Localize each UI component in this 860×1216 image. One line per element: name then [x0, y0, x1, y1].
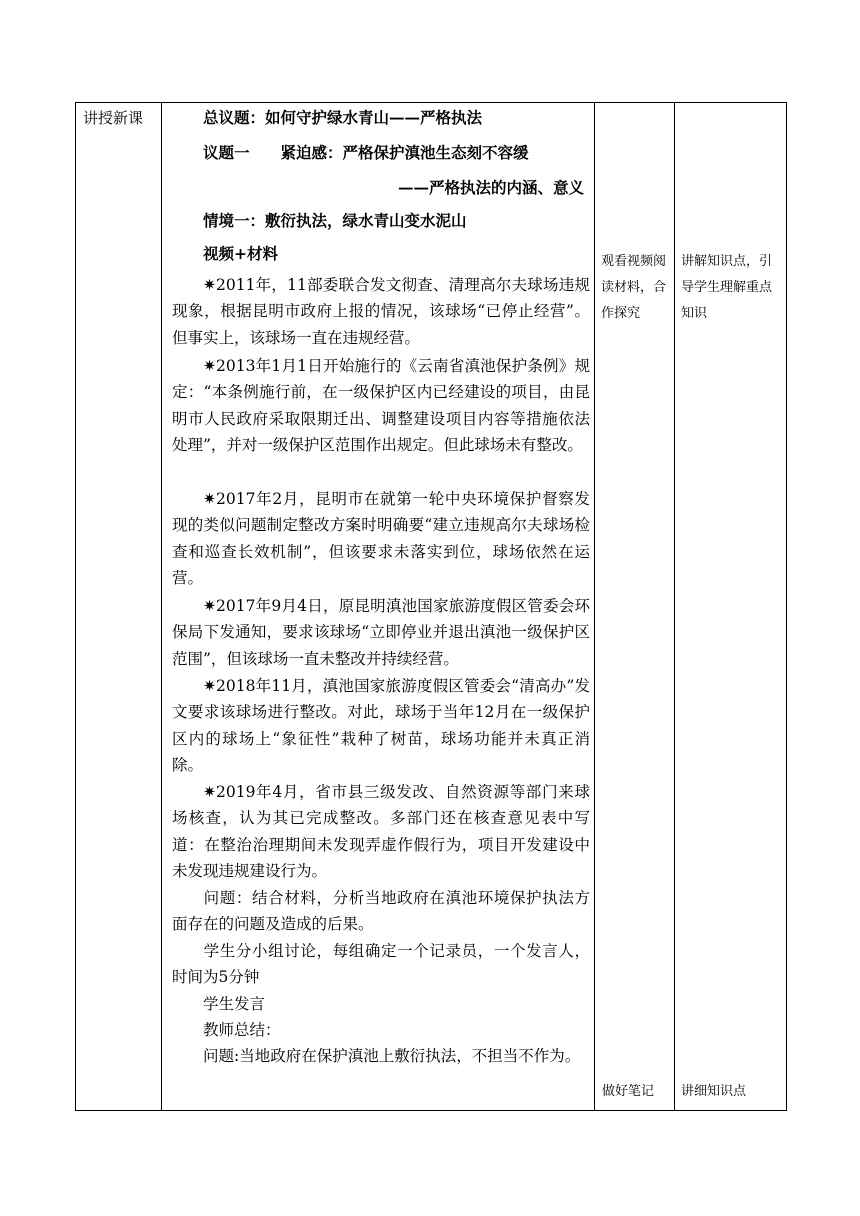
material-paragraph: ✷2019年4月，省市县三级发改、自然资源等部门来球场核查，认为其已完成整改。多部门还在核查意见表中写道：在整治治理期间未发现弄虚作假行为，项目开发建设中未发现违规建设行为。 — [172, 783, 590, 880]
question-paragraph: 问题：结合材料，分析当地政府在滇池环境保护执法方面存在的问题及造成的后果。 — [172, 889, 590, 934]
section-cell — [76, 103, 162, 1111]
teacher-bottom-text: 讲细知识点 — [681, 1084, 747, 1099]
topic-title: 总议题：如何守护绿水青山——严格执法 — [203, 108, 483, 127]
activity-paragraph: 学生分小组讨论，每组确定一个记录员，一个发言人，时间为5分钟 — [172, 942, 590, 987]
media-label: 视频+材料 — [203, 244, 278, 263]
lesson-plan-table — [75, 102, 787, 1111]
summary-label: 教师总结： — [203, 1021, 281, 1039]
issue-heading: 议题一 紧迫感：严格保护滇池生态刻不容缓 — [203, 143, 529, 162]
student-bottom-text: 做好笔记 — [602, 1084, 655, 1099]
student-activity-text: 观看视频阅读材料，合作探究 — [601, 254, 667, 321]
scenario-title: 情境一：敷衍执法，绿水青山变水泥山 — [203, 211, 467, 230]
material-paragraph: ✷2017年2月，昆明市在就第一轮中央环境保护督察发现的类似问题制定整改方案时明确要“建立违规高尔夫球场检查和巡查长效机制”，但该要求未落实到位，球场依然在运营。 — [172, 490, 590, 587]
material-paragraph: ✷2018年11月，滇池国家旅游度假区管委会“清高办”发文要求该球场进行整改。对此，球场于当年12月在一级保护区内的球场上“象征性”栽种了树苗，球场功能并未真正消除。 — [172, 677, 590, 774]
material-paragraph: ✷2013年1月1日开始施行的《云南省滇池保护条例》规定：“本条例施行前，在一级保护区内已经建设的项目，由昆明市人民政府采取限期迁出、调整建设项目内容等措施依法处理”，并对一级保护区范围作出规定。但此球场未有整改。 — [172, 357, 590, 454]
teacher-activity-cell — [675, 103, 787, 1111]
table-row — [76, 103, 787, 1111]
content-cell — [162, 103, 595, 1111]
material-paragraph: ✷2017年9月4日，原昆明滇池国家旅游度假区管委会环保局下发通知，要求该球场“立即停业并退出滇池一级保护区范围”，但该球场一直未整改并持续经营。 — [172, 597, 590, 668]
teacher-activity-text: 讲解知识点，引导学生理解重点知识 — [681, 254, 773, 321]
section-label: 讲授新课 — [83, 109, 144, 127]
issue-subtitle: ——严格执法的内涵、意义 — [397, 178, 584, 197]
activity-line: 学生发言 — [203, 995, 266, 1013]
student-activity-cell — [595, 103, 675, 1111]
material-paragraph: ✷2011年，11部委联合发文彻查、清理高尔夫球场违规现象，根据昆明市政府上报的情况，该球场“已停止经营”。但事实上，该球场一直在违规经营。 — [172, 276, 590, 347]
answer-paragraph: 问题:当地政府在保护滇池上敷衍执法，不担当不作为。 — [203, 1047, 581, 1065]
